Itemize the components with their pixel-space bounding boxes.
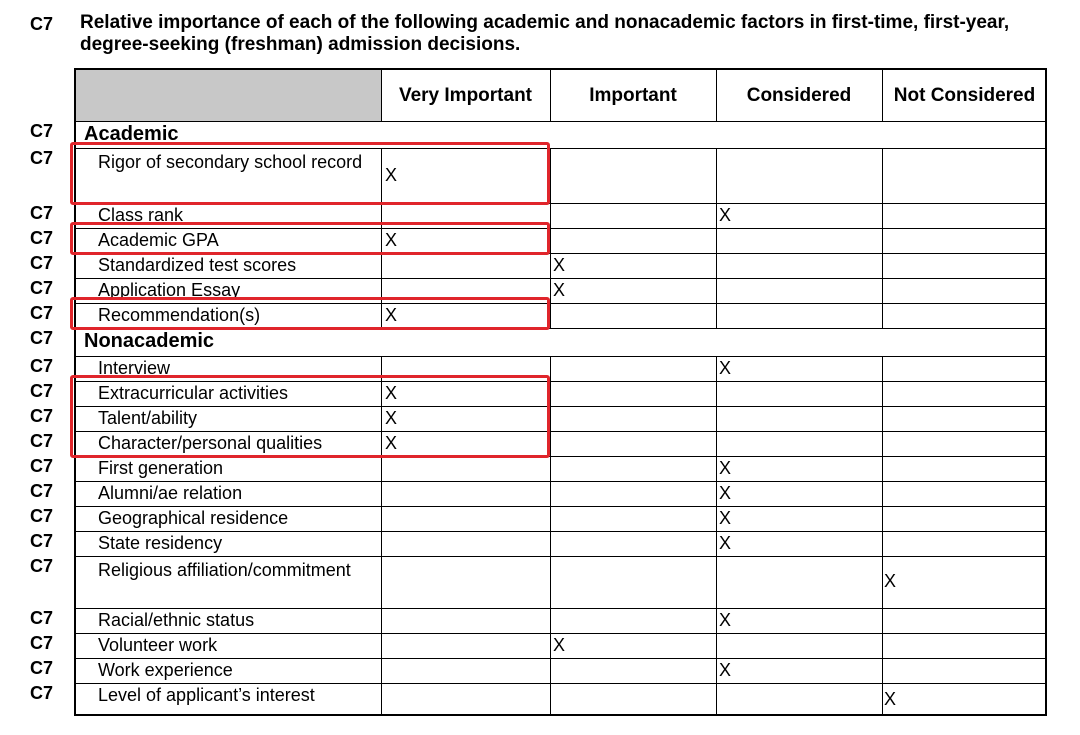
importance-mark: X [718,483,731,503]
column-divider [882,356,883,716]
factor-label: Volunteer work [98,635,218,655]
highlight-box [70,297,550,330]
importance-mark: X [552,255,565,275]
row-code: C7 [30,506,54,526]
row-code: C7 [30,683,54,703]
row-code: C7 [30,121,54,141]
importance-mark: X [384,433,397,453]
row-code: C7 [30,356,54,376]
column-divider [882,148,883,328]
factor-label: Class rank [98,205,184,225]
importance-mark: X [384,305,397,325]
importance-mark: X [552,280,565,300]
section-heading-nonacademic: Nonacademic [84,330,215,352]
row-code: C7 [30,303,54,323]
importance-mark: X [718,660,731,680]
column-header-very-important: Very Important [398,84,533,106]
column-header-important: Important [589,84,677,106]
row-code-title: C7 [30,14,54,34]
page-title: Relative importance of each of the following academic and nonacademic factors in first-time, first-year, degree-seeking (freshman) admission decisions. [80,12,1010,55]
row-code: C7 [30,456,54,476]
importance-mark: X [384,230,397,250]
section-heading-academic: Academic [84,123,179,145]
factor-label: First generation [98,458,224,478]
factor-label: Rigor of secondary school record [98,152,363,172]
column-divider [381,70,382,121]
factor-label: Application Essay [98,280,241,300]
factor-label: Academic GPA [98,230,219,250]
column-divider [550,148,551,328]
importance-mark: X [883,689,896,709]
header-corner-cell [76,70,381,121]
importance-mark: X [718,358,731,378]
importance-mark: X [718,205,731,225]
column-divider [550,356,551,716]
row-code: C7 [30,531,54,551]
importance-mark: X [883,571,896,591]
factor-label: Interview [98,358,171,378]
row-code: C7 [30,278,54,298]
importance-mark: X [384,408,397,428]
importance-mark: X [718,458,731,478]
column-divider [882,70,883,121]
row-code: C7 [30,406,54,426]
row-code: C7 [30,148,54,168]
factor-label: Geographical residence [98,508,289,528]
row-code: C7 [30,381,54,401]
importance-mark: X [718,508,731,528]
factor-label: State residency [98,533,223,553]
row-divider [76,556,1045,557]
row-code: C7 [30,658,54,678]
column-divider [550,70,551,121]
row-code: C7 [30,253,54,273]
column-divider [716,356,717,716]
factor-label: Extracurricular activities [98,383,289,403]
row-code: C7 [30,328,54,348]
importance-mark: X [552,635,565,655]
factor-label: Racial/ethnic status [98,610,255,630]
row-code: C7 [30,431,54,451]
row-code: C7 [30,556,54,576]
factor-label: Character/personal qualities [98,433,323,453]
importance-mark: X [718,610,731,630]
importance-mark: X [384,383,397,403]
row-code: C7 [30,203,54,223]
factor-label: Religious affiliation/commitment [98,560,351,580]
factor-label: Level of applicant’s interest [98,685,315,705]
importance-mark: X [384,165,397,185]
factor-label: Alumni/ae relation [98,483,243,503]
factor-label: Standardized test scores [98,255,297,275]
column-header-not-considered: Not Considered [893,84,1036,106]
highlight-box [70,222,550,255]
factor-label: Talent/ability [98,408,198,428]
highlight-box [70,375,550,458]
importance-mark: X [718,533,731,553]
column-divider [716,70,717,121]
column-divider [716,148,717,328]
row-code: C7 [30,228,54,248]
factor-label: Recommendation(s) [98,305,261,325]
factor-label: Work experience [98,660,233,680]
row-code: C7 [30,481,54,501]
row-code: C7 [30,633,54,653]
header-divider [76,121,1045,122]
column-header-considered: Considered [746,84,852,106]
row-code: C7 [30,608,54,628]
highlight-box [70,142,550,205]
